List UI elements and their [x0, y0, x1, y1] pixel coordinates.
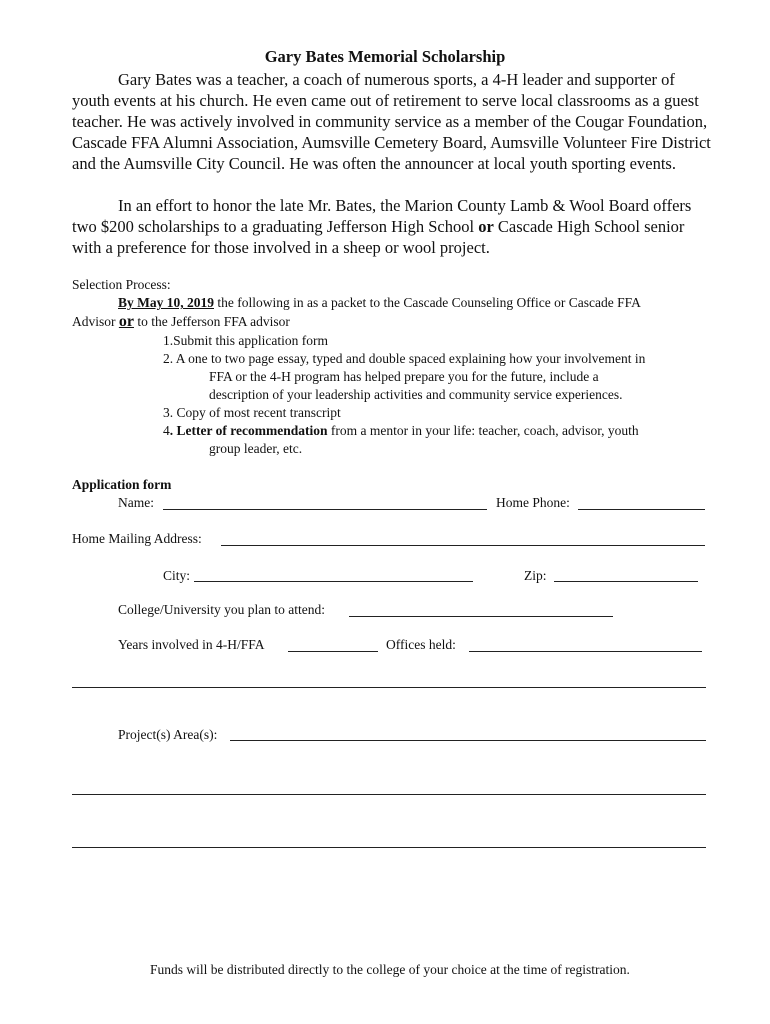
intro-paragraph-2	[72, 195, 712, 258]
name-field[interactable]	[163, 509, 487, 510]
offices-continuation-line[interactable]	[72, 687, 706, 688]
selection-line-1	[118, 294, 641, 312]
requirement-item-3: 3. Copy of most recent transcript	[163, 405, 341, 420]
selection-line-2-prefix: Advisor	[72, 314, 119, 329]
deadline: By May 10, 2019	[118, 295, 214, 310]
projects-label: Project(s) Area(s):	[118, 727, 218, 742]
home-phone-field[interactable]	[578, 509, 705, 510]
requirement-item-4-rest: from a mentor in your life: teacher, coach, advisor, youth	[327, 423, 639, 438]
selection-line-2	[72, 313, 290, 331]
selection-line-2-or: or	[118, 313, 134, 330]
selection-heading: Selection Process:	[72, 277, 171, 292]
selection-line-1-rest: the following in as a packet to the Cascade Counseling Office or Cascade FFA	[214, 295, 641, 310]
requirement-item-1: 1.Submit this application form	[163, 333, 328, 348]
home-phone-label: Home Phone:	[496, 495, 570, 510]
address-field[interactable]	[221, 545, 705, 546]
college-field[interactable]	[349, 616, 613, 617]
zip-label: Zip:	[524, 568, 547, 583]
name-label: Name:	[118, 495, 154, 510]
city-label: City:	[163, 568, 191, 583]
selection-line-2-rest: to the Jefferson FFA advisor	[133, 314, 290, 329]
requirement-item-2-line-1: 2. A one to two page essay, typed and double spaced explaining how your involvement in	[163, 351, 646, 366]
projects-continuation-line-1[interactable]	[72, 794, 706, 795]
requirement-item-4-bold: . Letter of recommendation	[169, 423, 328, 438]
requirement-item-4	[163, 422, 639, 440]
offices-field[interactable]	[469, 651, 702, 652]
requirement-item-2-line-3: description of your leadership activities and community service experiences.	[209, 387, 623, 402]
intro-paragraph-2-text-a: In an effort to honor the late Mr. Bates, the Marion County Lamb & Wool Board offers two $200 scholarships to a graduating Jefferson High School	[72, 196, 692, 236]
requirement-item-4-line-2: group leader, etc.	[209, 441, 303, 456]
projects-field[interactable]	[230, 740, 706, 741]
intro-paragraph-1: Gary Bates was a teacher, a coach of numerous sports, a 4-H leader and supporter of youth events at his church. He even came out of retirement to serve local classrooms as a guest teacher. He was actively involved in community service as a member of the Cougar Foundation, Cascade FFA Alumni Association, Aumsville Cemetery Board, Aumsville Volunteer Fire District and the Aumsville City Council. He was often the announcer at local youth sporting events.	[72, 70, 711, 173]
application-form-heading: Application form	[72, 477, 172, 492]
address-label: Home Mailing Address:	[72, 531, 202, 546]
years-label: Years involved in 4-H/FFA	[118, 637, 265, 652]
years-field[interactable]	[288, 651, 378, 652]
intro-paragraph-2-text-b: Cascade High School senior with a preference for those involved in a sheep or wool project.	[72, 217, 685, 257]
intro-paragraph-2-or: or	[478, 217, 494, 236]
offices-label: Offices held:	[386, 637, 456, 652]
page-title: Gary Bates Memorial Scholarship	[264, 47, 506, 66]
zip-field[interactable]	[554, 581, 698, 582]
requirement-item-4-num: 4	[163, 423, 170, 438]
city-field[interactable]	[194, 581, 473, 582]
requirement-item-2-line-2: FFA or the 4-H program has helped prepare you for the future, include a	[209, 369, 599, 384]
projects-continuation-line-2[interactable]	[72, 847, 706, 848]
footer-note: Funds will be distributed directly to the college of your choice at the time of registration.	[150, 962, 630, 977]
college-label: College/University you plan to attend:	[118, 602, 325, 617]
